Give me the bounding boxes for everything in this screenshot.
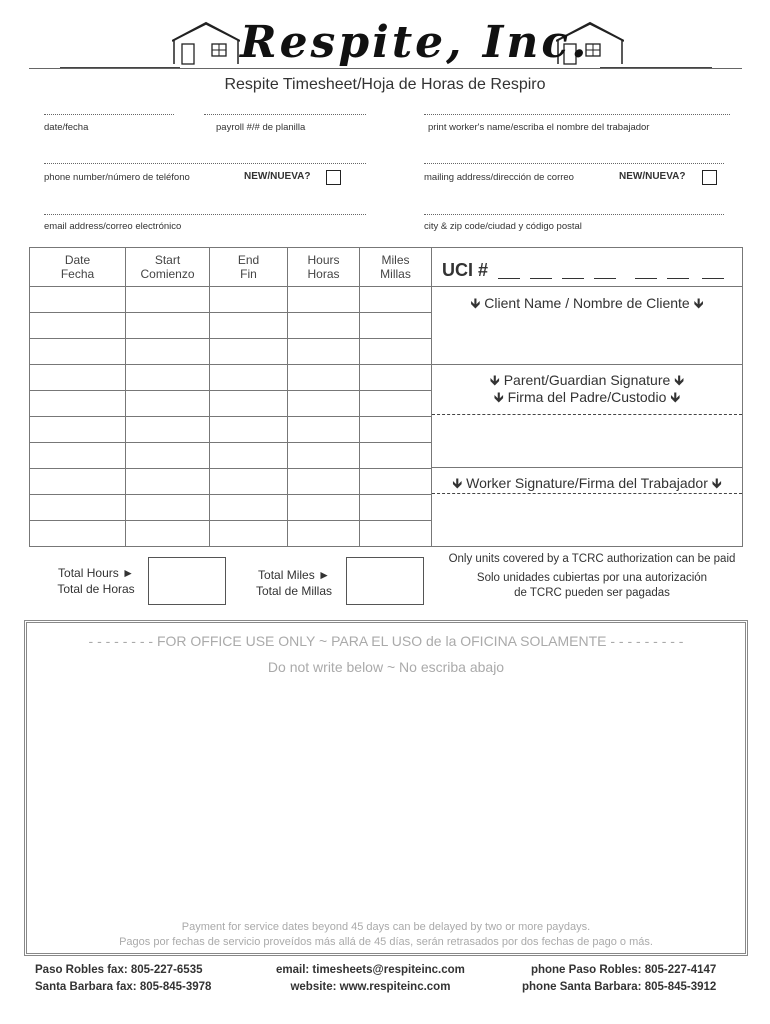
table-cell[interactable] xyxy=(288,469,360,495)
table-cell[interactable] xyxy=(210,495,288,521)
table-cell[interactable] xyxy=(360,365,432,391)
total-miles-field[interactable] xyxy=(346,557,424,605)
table-cell[interactable] xyxy=(288,495,360,521)
phone-santa-barbara: phone Santa Barbara: 805-845-3912 xyxy=(522,981,717,993)
signature-panel xyxy=(432,247,743,547)
mailing-new-label: NEW/NUEVA? xyxy=(619,171,686,182)
city-field[interactable] xyxy=(424,214,724,215)
table-cell[interactable] xyxy=(360,417,432,443)
table-cell[interactable] xyxy=(210,417,288,443)
mailing-field[interactable] xyxy=(424,163,724,164)
table-row xyxy=(30,365,432,391)
phone-new-label: NEW/NUEVA? xyxy=(244,171,311,182)
table-cell[interactable] xyxy=(126,417,210,443)
email-field[interactable] xyxy=(44,214,366,215)
authorization-note: Only units covered by a TCRC authorization can be paid Solo unidades cubiertas por una autorización de TCRC pueden ser pagadas xyxy=(448,553,736,599)
footer-email: email: timesheets@respiteinc.com xyxy=(276,964,465,976)
email-label: email address/correo electrónico xyxy=(44,221,182,232)
date-field[interactable] xyxy=(44,114,174,115)
table-cell[interactable] xyxy=(360,521,432,547)
table-cell[interactable] xyxy=(30,339,126,365)
table-row xyxy=(30,495,432,521)
table-cell[interactable] xyxy=(288,443,360,469)
table-cell[interactable] xyxy=(126,521,210,547)
table-row xyxy=(30,313,432,339)
table-cell[interactable] xyxy=(210,313,288,339)
table-row xyxy=(30,287,432,313)
table-row xyxy=(30,469,432,495)
total-hours-label: Total Hours ► Total de Horas xyxy=(57,566,135,596)
col-header-miles: Miles Millas xyxy=(360,248,432,287)
table-cell[interactable] xyxy=(288,365,360,391)
table-cell[interactable] xyxy=(126,313,210,339)
table-cell[interactable] xyxy=(360,443,432,469)
table-cell[interactable] xyxy=(360,495,432,521)
time-entry-table xyxy=(29,247,432,547)
phone-new-checkbox[interactable] xyxy=(326,170,341,185)
payment-note-es: Pagos por fechas de servicio proveídos más allá de 45 días, serán retrasados por dos fechas de pago o más. xyxy=(119,936,653,948)
table-cell[interactable] xyxy=(30,287,126,313)
parent-signature-label-es: 🡻 Firma del Padre/Custodio 🡻 xyxy=(493,389,681,405)
table-cell[interactable] xyxy=(126,391,210,417)
table-cell[interactable] xyxy=(210,391,288,417)
table-cell[interactable] xyxy=(288,339,360,365)
payroll-field[interactable] xyxy=(204,114,366,115)
phone-label: phone number/número de teléfono xyxy=(44,172,190,183)
table-cell[interactable] xyxy=(360,391,432,417)
table-cell[interactable] xyxy=(288,521,360,547)
uci-divider xyxy=(432,286,742,287)
uci-digit-field[interactable] xyxy=(702,278,724,279)
uci-digit-field[interactable] xyxy=(667,278,689,279)
table-cell[interactable] xyxy=(126,287,210,313)
total-miles-label: Total Miles ► Total de Millas xyxy=(255,568,333,598)
uci-digit-field[interactable] xyxy=(562,278,584,279)
parent-divider xyxy=(432,467,742,468)
total-hours-field[interactable] xyxy=(148,557,226,605)
office-use-heading: - - - - - - - - FOR OFFICE USE ONLY ~ PARA EL USO de la OFICINA SOLAMENTE - - - - - - - - - xyxy=(88,633,684,649)
table-cell[interactable] xyxy=(210,469,288,495)
fax-paso-robles: Paso Robles fax: 805-227-6535 xyxy=(35,964,203,976)
table-cell[interactable] xyxy=(288,391,360,417)
table-cell[interactable] xyxy=(30,469,126,495)
table-cell[interactable] xyxy=(30,495,126,521)
phone-paso-robles: phone Paso Robles: 805-227-4147 xyxy=(530,964,717,976)
table-cell[interactable] xyxy=(126,443,210,469)
table-row xyxy=(30,391,432,417)
header-rule xyxy=(29,68,742,69)
col-header-end: End Fin xyxy=(210,248,288,287)
worker-name-field[interactable] xyxy=(424,114,730,115)
table-cell[interactable] xyxy=(30,391,126,417)
table-cell[interactable] xyxy=(30,313,126,339)
payroll-label: payroll #/# de planilla xyxy=(216,122,306,133)
table-cell[interactable] xyxy=(30,443,126,469)
table-cell[interactable] xyxy=(360,339,432,365)
payment-note-en: Payment for service dates beyond 45 days can be delayed by two or more paydays. xyxy=(181,921,591,933)
table-cell[interactable] xyxy=(30,417,126,443)
table-cell[interactable] xyxy=(360,287,432,313)
table-cell[interactable] xyxy=(288,287,360,313)
table-cell[interactable] xyxy=(210,339,288,365)
worker-name-label: print worker's name/escriba el nombre del trabajador xyxy=(428,122,650,133)
date-label: date/fecha xyxy=(44,122,89,133)
table-cell[interactable] xyxy=(126,495,210,521)
parent-signature-label: 🡻 Parent/Guardian Signature 🡻 xyxy=(489,372,685,388)
footer-contact xyxy=(276,962,465,996)
table-cell[interactable] xyxy=(360,469,432,495)
uci-digit-field[interactable] xyxy=(498,278,520,279)
table-cell[interactable] xyxy=(126,339,210,365)
logo-wordmark: Respite, Inc. xyxy=(240,17,590,68)
table-cell[interactable] xyxy=(30,365,126,391)
table-cell[interactable] xyxy=(30,521,126,547)
page-title: Respite Timesheet/Hoja de Horas de Respiro xyxy=(224,76,546,93)
client-name-label: 🡻 Client Name / Nombre de Cliente 🡻 xyxy=(470,295,704,311)
client-divider xyxy=(432,364,742,365)
uci-label: UCI # xyxy=(442,260,489,280)
uci-digit-field[interactable] xyxy=(594,278,616,279)
table-cell[interactable] xyxy=(126,469,210,495)
office-use-box xyxy=(24,620,748,956)
fax-santa-barbara: Santa Barbara fax: 805-845-3978 xyxy=(35,981,212,993)
worker-signature-label: 🡻 Worker Signature/Firma del Trabajador 🡻 xyxy=(452,475,722,491)
mailing-new-checkbox[interactable] xyxy=(702,170,717,185)
table-cell[interactable] xyxy=(126,365,210,391)
table-cell[interactable] xyxy=(210,521,288,547)
uci-digit-field[interactable] xyxy=(530,278,552,279)
office-use-subheading: Do not write below ~ No escriba abajo xyxy=(267,659,505,675)
col-header-date: Date Fecha xyxy=(30,248,126,287)
table-row xyxy=(30,443,432,469)
footer-website: website: www.respiteinc.com xyxy=(290,981,451,993)
table-cell[interactable] xyxy=(210,365,288,391)
parent-signature-line[interactable] xyxy=(432,414,742,415)
col-header-hours: Hours Horas xyxy=(288,248,360,287)
city-label: city & zip code/ciudad y código postal xyxy=(424,221,582,232)
uci-digit-field[interactable] xyxy=(635,278,657,279)
mailing-label: mailing address/dirección de correo xyxy=(424,172,574,183)
table-cell[interactable] xyxy=(288,313,360,339)
phone-field[interactable] xyxy=(44,163,366,164)
table-cell[interactable] xyxy=(210,287,288,313)
col-header-start: Start Comienzo xyxy=(126,248,210,287)
worker-signature-line[interactable] xyxy=(432,493,742,494)
table-row xyxy=(30,339,432,365)
table-row xyxy=(30,417,432,443)
footer-phone xyxy=(522,962,716,996)
table-cell[interactable] xyxy=(288,417,360,443)
footer-fax xyxy=(35,962,211,996)
table-cell[interactable] xyxy=(210,443,288,469)
table-row xyxy=(30,521,432,547)
house-icon xyxy=(172,20,240,66)
table-cell[interactable] xyxy=(360,313,432,339)
